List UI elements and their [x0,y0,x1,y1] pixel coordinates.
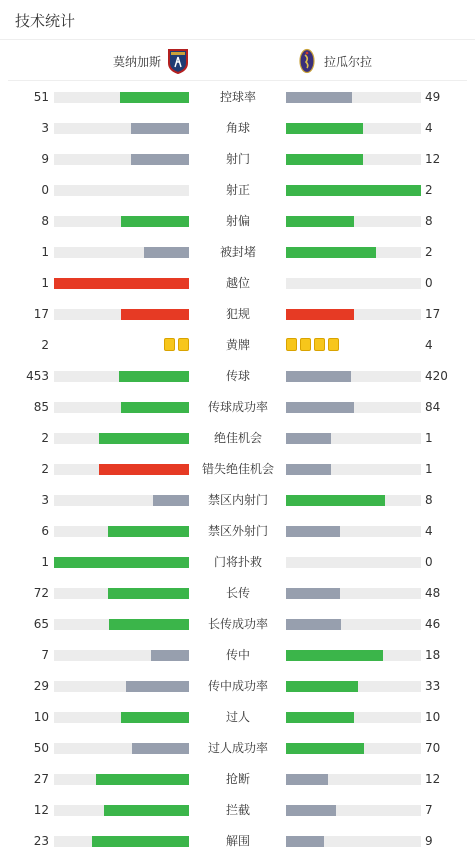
stat-row [0,825,475,856]
away-stat-value: 7 [425,803,433,817]
home-stat-value: 27 [33,772,49,786]
home-stat-value: 1 [41,555,49,569]
away-stat-bar-track [286,371,421,382]
stat-label: 黄牌 [225,338,250,352]
away-stat-value: 48 [425,586,441,600]
home-stat-value: 8 [41,214,49,228]
stat-row [0,112,475,143]
away-stat-bar-track [286,650,421,661]
stat-row [0,608,475,639]
stat-label: 控球率 [219,90,256,104]
home-stat-value: 50 [33,741,49,755]
home-stat-bar-track [54,371,189,382]
stat-label: 解围 [225,834,250,848]
stat-row [0,794,475,825]
home-stat-value: 2 [41,431,49,445]
away-stat-bar-fill [286,526,340,537]
away-stat-bar-fill [286,464,331,475]
away-stat-bar-track [286,774,421,785]
away-stat-bar-fill [286,92,352,103]
away-stat-bar-fill [286,185,421,196]
away-stat-bar-track [286,402,421,413]
stat-row [0,639,475,670]
stat-row [0,360,475,391]
away-team[interactable] [296,48,372,74]
away-stat-bar-track [286,681,421,692]
away-stat-bar-track [286,92,421,103]
stat-label: 角球 [225,121,250,135]
home-stat-bar-fill [92,836,189,847]
away-stat-bar-fill [286,123,363,134]
home-stat-value: 12 [33,803,49,817]
stat-row [0,174,475,205]
away-stat-value: 8 [425,493,433,507]
yellow-card-icon [164,338,175,351]
stat-row [0,81,475,112]
away-stat-bar-fill [286,402,354,413]
away-stat-value: 49 [425,90,441,104]
away-stat-value: 4 [425,524,433,538]
home-stat-value: 3 [41,121,49,135]
home-stat-bar-track [54,278,189,289]
away-stat-bar-track [286,464,421,475]
home-yellow-cards [164,338,189,351]
away-stat-bar-track [286,743,421,754]
home-stat-value: 1 [41,245,49,259]
stat-label: 射门 [225,152,250,166]
home-stat-bar-track [54,650,189,661]
home-stat-bar-track [54,92,189,103]
home-stat-bar-fill [119,371,189,382]
home-stat-value: 0 [41,183,49,197]
home-stat-value: 23 [33,834,49,848]
home-team-name: 莫纳加斯 [113,54,162,69]
home-stat-value: 453 [26,369,49,383]
home-stat-bar-fill [153,495,189,506]
stat-label: 过人 [225,710,250,724]
home-stat-value: 6 [41,524,49,538]
away-team-name: 拉瓜尔拉 [324,54,373,69]
stat-row [0,732,475,763]
home-stat-bar-track [54,464,189,475]
home-stat-value: 1 [41,276,49,290]
stat-label: 传中成功率 [207,679,268,693]
away-stat-bar-fill [286,154,363,165]
away-stat-bar-fill [286,309,354,320]
away-stat-value: 46 [425,617,441,631]
away-stat-bar-track [286,154,421,165]
home-stat-bar-fill [99,464,189,475]
away-stat-bar-track [286,247,421,258]
away-stat-bar-fill [286,774,328,785]
away-stat-value: 10 [425,710,441,724]
away-stat-bar-fill [286,836,324,847]
away-stat-bar-track [286,836,421,847]
home-stat-bar-track [54,681,189,692]
stat-label: 射正 [225,183,250,197]
yellow-card-icon [300,338,311,351]
home-stat-bar-fill [121,402,189,413]
away-stat-value: 1 [425,462,433,476]
home-stat-bar-fill [151,650,189,661]
home-stat-bar-track [54,712,189,723]
home-stat-bar-fill [131,123,189,134]
away-stat-bar-fill [286,681,358,692]
page-title: 技术统计 [15,12,76,30]
home-team[interactable] [113,48,189,74]
home-stat-value: 9 [41,152,49,166]
stat-label: 传中 [225,648,250,662]
home-stat-bar-fill [104,805,189,816]
stat-row [0,298,475,329]
away-stat-bar-fill [286,371,351,382]
away-stat-value: 33 [425,679,441,693]
stat-label: 门将扑救 [213,555,262,569]
away-stat-bar-fill [286,247,376,258]
away-stat-value: 0 [425,276,433,290]
stat-row [0,577,475,608]
away-stat-value: 70 [425,741,441,755]
home-stat-bar-fill [126,681,189,692]
home-stat-bar-fill [121,309,189,320]
away-stat-bar-fill [286,495,385,506]
stat-label: 错失绝佳机会 [201,462,274,476]
home-stat-bar-fill [120,92,189,103]
yellow-card-icon [328,338,339,351]
away-stat-bar-track [286,123,421,134]
away-stat-bar-track [286,712,421,723]
home-stat-bar-fill [108,588,189,599]
stat-row [0,143,475,174]
away-stat-bar-track [286,619,421,630]
home-stat-bar-fill [96,774,189,785]
away-stat-bar-fill [286,712,354,723]
away-stat-value: 12 [425,152,441,166]
away-stat-value: 9 [425,834,433,848]
home-stat-bar-track [54,805,189,816]
stat-row [0,484,475,515]
away-stat-value: 17 [425,307,441,321]
home-stat-value: 72 [33,586,49,600]
away-stat-bar-fill [286,433,331,444]
la-guaira-crest-icon [296,48,318,74]
home-stat-bar-fill [132,743,189,754]
away-stat-bar-fill [286,619,341,630]
away-stat-value: 8 [425,214,433,228]
monagas-crest-icon [167,48,189,74]
stat-label: 传球 [225,369,250,383]
stat-label: 长传 [225,586,250,600]
stat-label: 过人成功率 [207,741,268,755]
stat-row [0,515,475,546]
away-stat-value: 2 [425,245,433,259]
stat-label: 抢断 [225,772,250,786]
stat-label: 被封堵 [219,245,256,259]
away-stat-value: 12 [425,772,441,786]
away-stat-bar-track [286,588,421,599]
home-stat-bar-track [54,836,189,847]
home-stat-bar-track [54,774,189,785]
home-stat-bar-track [54,402,189,413]
stat-row [0,453,475,484]
away-stat-bar-track [286,185,421,196]
teams-header [8,40,467,81]
away-stat-bar-fill [286,216,354,227]
home-stat-value: 17 [33,307,49,321]
home-stat-bar-track [54,185,189,196]
away-stat-value: 4 [425,121,433,135]
home-stat-bar-track [54,526,189,537]
away-stat-bar-track [286,495,421,506]
home-stat-value: 85 [33,400,49,414]
home-stat-bar-track [54,619,189,630]
stat-label: 越位 [225,276,250,290]
home-stat-bar-fill [99,433,189,444]
away-yellow-cards [286,338,339,351]
stat-label: 犯规 [225,307,250,321]
yellow-card-icon [286,338,297,351]
home-stat-bar-track [54,216,189,227]
yellow-card-icon [314,338,325,351]
away-stat-bar-track [286,309,421,320]
home-stat-value: 10 [33,710,49,724]
home-stat-bar-track [54,743,189,754]
home-stat-bar-fill [108,526,189,537]
stat-label: 禁区内射门 [207,493,268,507]
home-stat-bar-fill [109,619,189,630]
away-stat-bar-fill [286,743,364,754]
stat-row [0,701,475,732]
stat-label: 拦截 [225,803,250,817]
stats-list [0,81,475,856]
away-stat-value: 4 [425,338,433,352]
stat-label: 传球成功率 [207,400,268,414]
away-stat-bar-track [286,433,421,444]
stat-label: 禁区外射门 [207,524,268,538]
home-stat-bar-fill [54,557,189,568]
away-stat-value: 420 [425,369,448,383]
away-stat-value: 0 [425,555,433,569]
home-stat-bar-fill [144,247,189,258]
stat-label: 长传成功率 [207,617,268,631]
stat-label: 射偏 [225,214,250,228]
home-stat-value: 7 [41,648,49,662]
home-stat-value: 29 [33,679,49,693]
away-stat-value: 18 [425,648,441,662]
away-stat-bar-track [286,278,421,289]
away-stat-bar-track [286,216,421,227]
home-stat-value: 3 [41,493,49,507]
away-stat-value: 84 [425,400,441,414]
stat-label: 绝佳机会 [213,431,262,445]
stat-row [0,422,475,453]
stat-row [0,670,475,701]
away-stat-bar-fill [286,650,383,661]
home-stat-bar-track [54,247,189,258]
stat-row [0,329,475,360]
home-stat-bar-track [54,123,189,134]
yellow-card-icon [178,338,189,351]
away-stat-bar-track [286,805,421,816]
home-stat-value: 2 [41,338,49,352]
stat-row [0,391,475,422]
home-stat-bar-track [54,557,189,568]
away-stat-bar-fill [286,805,336,816]
home-stat-bar-track [54,309,189,320]
home-stat-bar-track [54,433,189,444]
stat-row [0,763,475,794]
home-stat-bar-track [54,495,189,506]
home-stat-bar-track [54,588,189,599]
home-stat-bar-fill [131,154,189,165]
home-stat-bar-fill [121,216,189,227]
stat-row [0,236,475,267]
home-stat-value: 65 [33,617,49,631]
away-stat-bar-fill [286,588,340,599]
away-stat-bar-track [286,526,421,537]
home-stat-bar-track [54,154,189,165]
home-stat-bar-fill [121,712,189,723]
stat-row [0,205,475,236]
away-stat-bar-track [286,557,421,568]
stat-row [0,546,475,577]
home-stat-value: 51 [33,90,49,104]
page-header [0,0,475,40]
home-stat-value: 2 [41,462,49,476]
away-stat-value: 1 [425,431,433,445]
home-stat-bar-fill [54,278,189,289]
stat-row [0,267,475,298]
away-stat-value: 2 [425,183,433,197]
